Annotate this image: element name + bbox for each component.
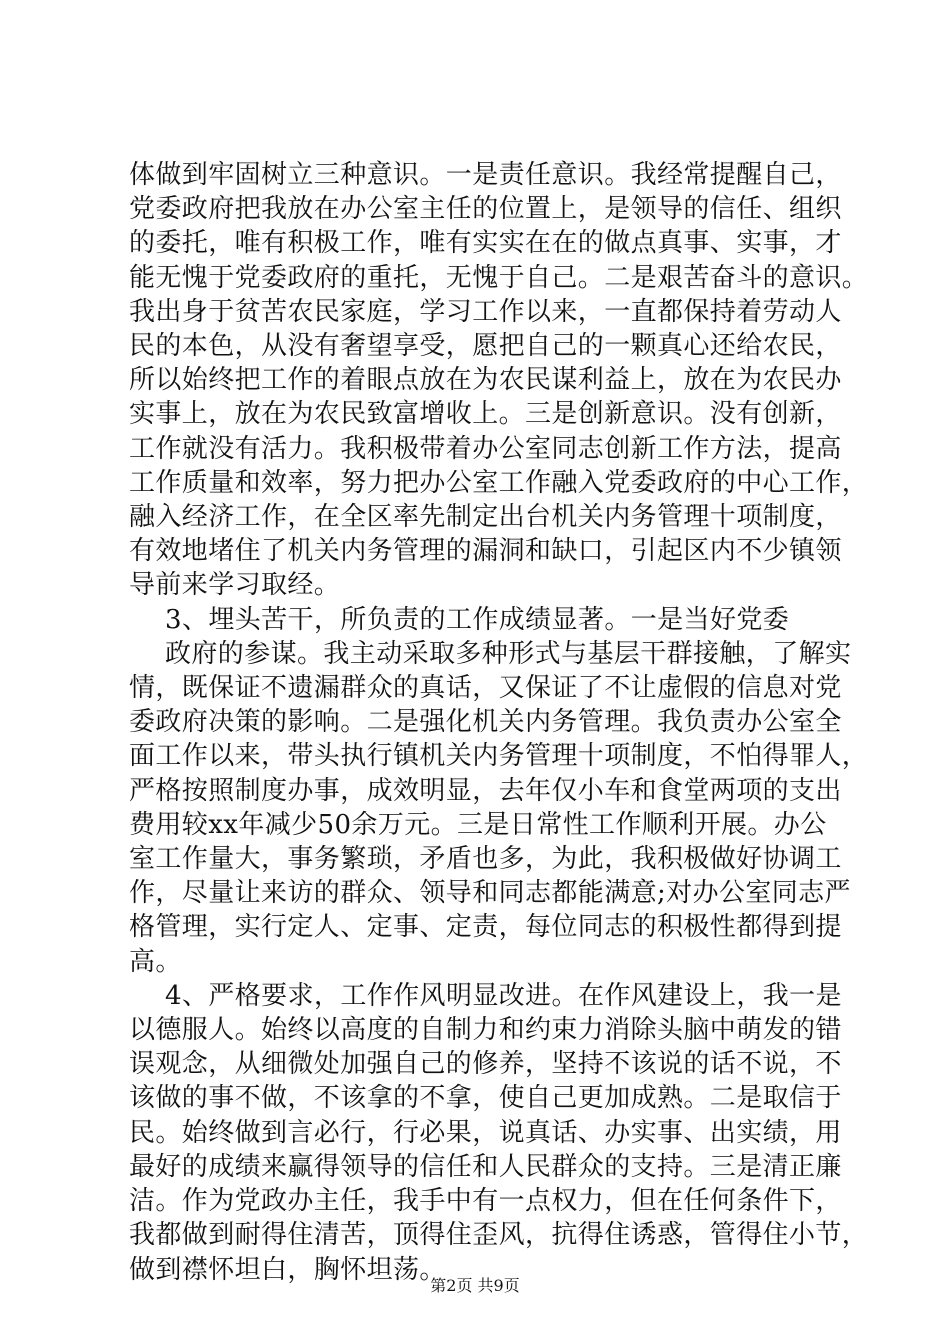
text-line: 室工作量大，事务繁琐，矛盾也多，为此，我积极做好协调工 <box>129 844 842 875</box>
section-4-first-line: 4、严格要求，工作作风明显改进。在作风建设上，我一是 <box>165 980 842 1011</box>
text-line: 作，尽量让来访的群众、领导和同志都能满意;对办公室同志严 <box>129 878 851 909</box>
text-line: 误观念，从细微处加强自己的修养，坚持不该说的话不说，不 <box>129 1049 842 1080</box>
section-3-first-line: 政府的参谋。我主动采取多种形式与基层干群接触，了解实 <box>165 638 852 669</box>
text-line: 我出身于贫苦农民家庭，学习工作以来，一直都保持着劳动人 <box>129 296 842 327</box>
text-line: 所以始终把工作的着眼点放在为农民谋利益上，放在为农民办 <box>129 365 842 396</box>
text-line: 的委托，唯有积极工作，唯有实实在在的做点真事、实事，才 <box>129 228 842 259</box>
text-line: 我都做到耐得住清苦，顶得住歪风，抗得住诱惑，管得住小节， <box>129 1220 869 1251</box>
text-line: 融入经济工作，在全区率先制定出台机关内务管理十项制度， <box>129 502 842 533</box>
document-body <box>129 158 869 1287</box>
text-line: 能无愧于党委政府的重托，无愧于自己。二是艰苦奋斗的意识。 <box>129 262 869 293</box>
text-line: 民的本色，从没有奢望享受，愿把自己的一颗真心还给农民， <box>129 331 842 362</box>
page-number-footer: 第2页 共9页 <box>430 1276 520 1295</box>
text-line: 费用较xx年减少50余万元。三是日常性工作顺利开展。办公 <box>129 809 827 840</box>
text-line: 实事上，放在为农民致富增收上。三是创新意识。没有创新， <box>129 399 842 430</box>
text-line: 工作质量和效率，努力把办公室工作融入党委政府的中心工作， <box>129 467 869 498</box>
text-line: 工作就没有活力。我积极带着办公室同志创新工作方法，提高 <box>129 433 842 464</box>
text-line: 高。 <box>129 946 182 977</box>
text-line: 做到襟怀坦白，胸怀坦荡。 <box>129 1254 446 1285</box>
text-line: 委政府决策的影响。二是强化机关内务管理。我负责办公室全 <box>129 707 842 738</box>
text-line: 民。始终做到言必行，行必果，说真话、办实事、出实绩，用 <box>129 1117 842 1148</box>
text-line: 严格按照制度办事，成效明显，去年仅小车和食堂两项的支出 <box>129 775 842 806</box>
text-line: 格管理，实行定人、定事、定责，每位同志的积极性都得到提 <box>129 912 842 943</box>
text-line: 有效地堵住了机关内务管理的漏洞和缺口，引起区内不少镇领 <box>129 536 842 567</box>
text-line: 体做到牢固树立三种意识。一是责任意识。我经常提醒自己， <box>129 160 842 190</box>
section-3-heading: 3、埋头苦干，所负责的工作成绩显著。一是当好党委 <box>165 604 790 635</box>
text-line: 党委政府把我放在办公室主任的位置上，是领导的信任、组织 <box>129 194 842 225</box>
text-line: 情，既保证不遗漏群众的真话，又保证了不让虚假的信息对党 <box>129 673 842 704</box>
text-line: 面工作以来，带头执行镇机关内务管理十项制度，不怕得罪人， <box>129 741 869 772</box>
text-line: 导前来学习取经。 <box>129 570 341 601</box>
text-line: 该做的事不做，不该拿的不拿，使自己更加成熟。二是取信于 <box>129 1083 842 1114</box>
text-line: 最好的成绩来赢得领导的信任和人民群众的支持。三是清正廉 <box>129 1151 842 1182</box>
text-line: 洁。作为党政办主任，我手中有一点权力，但在任何条件下， <box>129 1186 842 1217</box>
text-line: 以德服人。始终以高度的自制力和约束力消除头脑中萌发的错 <box>129 1015 842 1046</box>
